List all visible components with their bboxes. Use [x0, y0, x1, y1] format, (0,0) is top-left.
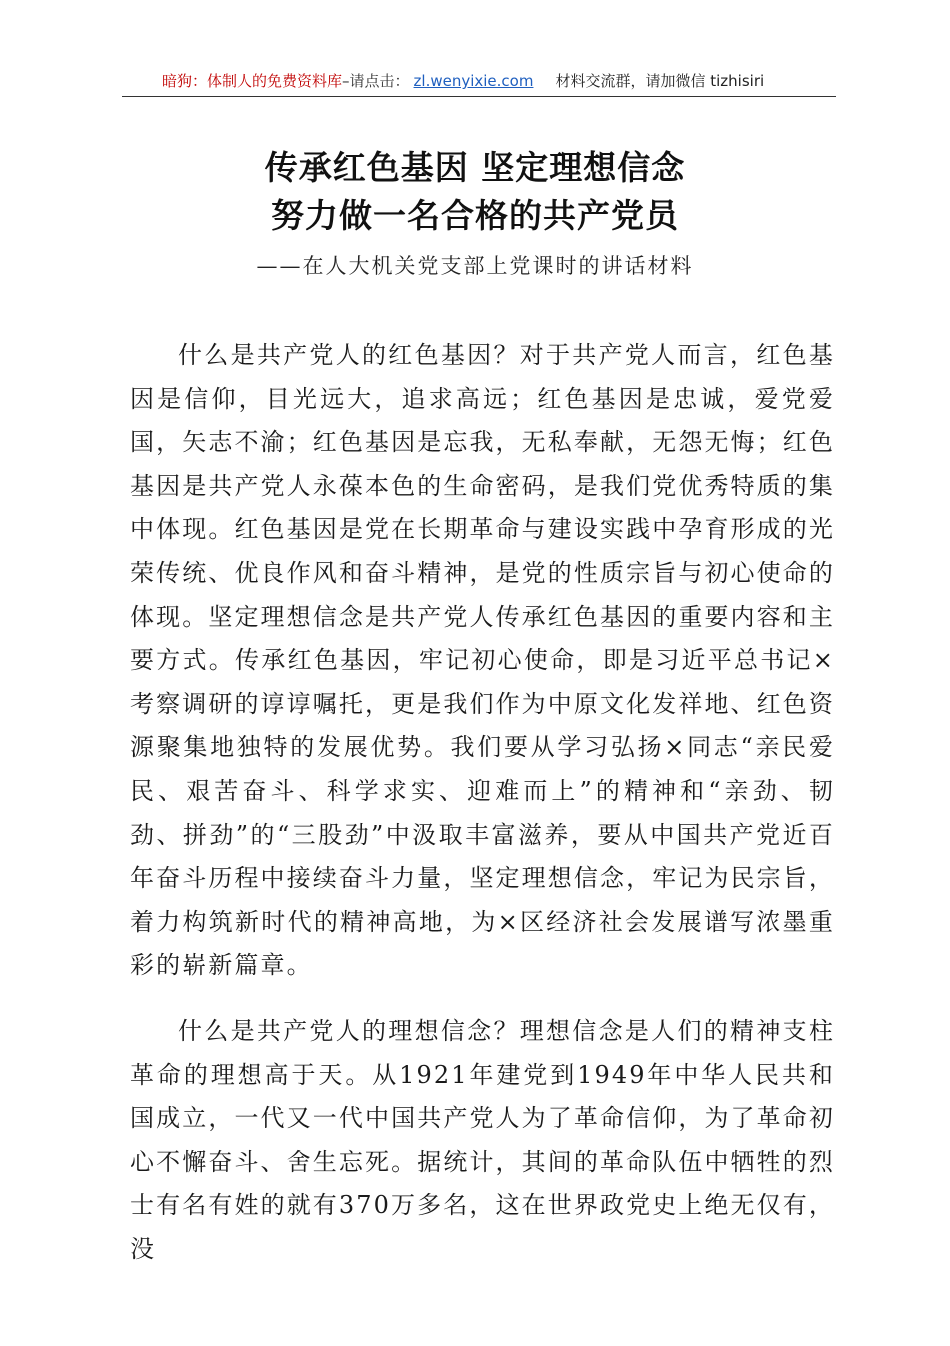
- document-title-line-1: 传承红色基因 坚定理想信念: [264, 148, 686, 187]
- body-paragraph-1: [130, 334, 835, 990]
- page-header: [122, 70, 836, 97]
- header-brand: 暗狗：体制人的免费资料库: [162, 72, 343, 90]
- body-paragraph-2: [130, 1010, 835, 1263]
- document-subtitle: ——在人大机关党支部上党课时的讲话材料: [256, 254, 694, 278]
- paragraph-text: 什么是共产党人的理想信念？理想信念是人们的精神支柱革命的理想高于天。从1921年建党到1949年中华人民共和国成立，一代又一代中国共产党人为了革命信仰，为了革命初心不懈奋斗、舍生忘死。据统计，其间的革命队伍中牺牲的烈士有名有姓的就有370万多名，这在世界政党史上绝无仅有，没: [130, 1017, 835, 1263]
- document-title-line-2: 努力做一名合格的共产党员: [271, 196, 679, 235]
- paragraph-text: 什么是共产党人的红色基因？对于共产党人而言，红色基因是信仰，目光远大，追求高远；红色基因是忠诚，爱党爱国，矢志不渝；红色基因是忘我，无私奉献，无怨无悔；红色基因是共产党人永葆本色的生命密码，是我们党优秀特质的集中体现。红色基因是党在长期革命与建设实践中孕育形成的光荣传统、优良作风和奋斗精神，是党的性质宗旨与初心使命的体现。坚定理想信念是共产党人传承红色基因的重要内容和主要方式。传承红色基因，牢记初心使命，即是习近平总书记×考察调研的谆谆嘱托，更是我们作为中原文化发祥地、红色资源聚集地独特的发展优势。我们要从学习弘扬×同志“亲民爱民、艰苦奋斗、科学求实、迎难而上”的精神和“亲劲、韧劲、拼劲”的“三股劲”中汲取丰富滋养，要从中国共产党近百年奋斗历程中接续奋斗力量，坚定理想信念，牢记为民宗旨，着力构筑新时代的精神高地，为×区经济社会发展谱写浓墨重彩的崭新篇章。: [130, 341, 835, 980]
- header-prompt: –请点击：: [342, 72, 410, 90]
- header-group-info: 材料交流群，请加微信 tizhisiri: [555, 72, 765, 90]
- header-link[interactable]: zl.wenyixie.com: [413, 72, 534, 90]
